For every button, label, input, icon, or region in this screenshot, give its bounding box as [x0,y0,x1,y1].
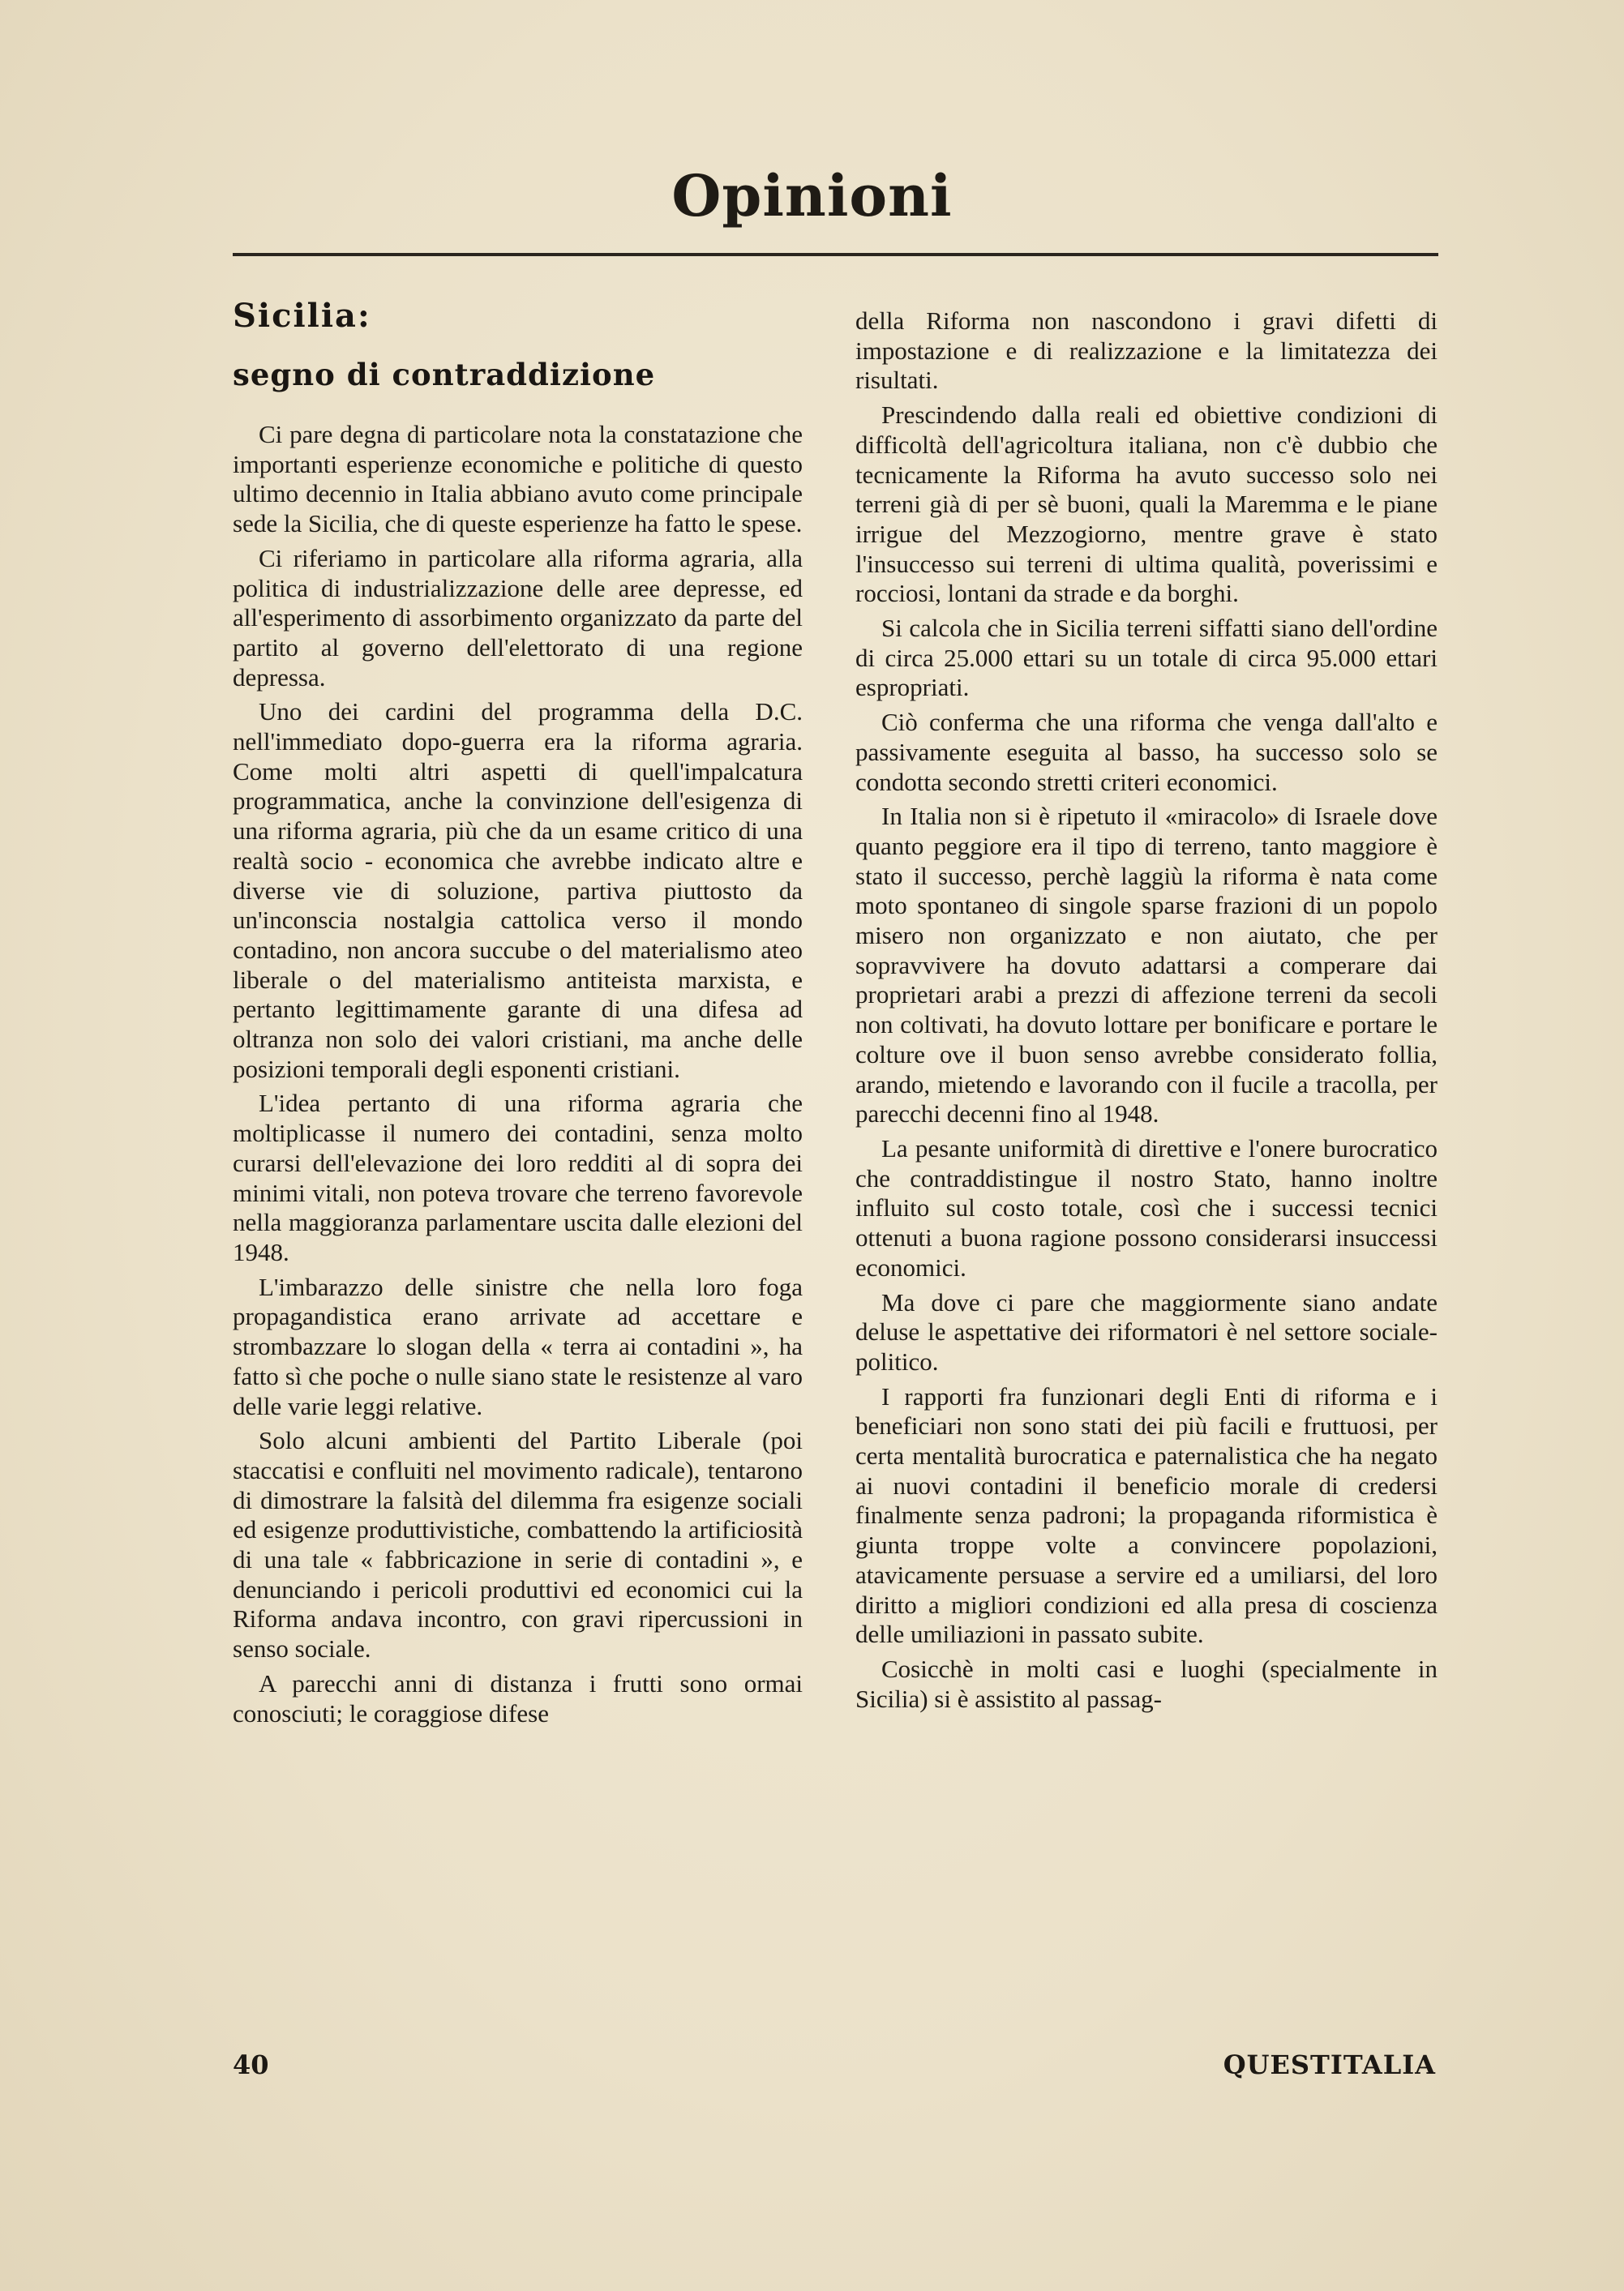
magazine-name: QUESTITALIA [1223,2049,1436,2080]
paragraph: Solo alcuni ambienti del Partito Liberale (poi staccatisi e confluiti nel movimento radicale), tentarono di dimostrare la falsità del dilemma fra esigenze sociali ed esigenze produttivistiche, combattendo la artificiosità di una tale « fabbricazione in serie di contadini », e denunciando i pericoli produttivi ed economici cui la Riforma andava incontro, con gravi ripercussioni in senso sociale. [233,1426,803,1664]
article-headline: Sicilia: [233,297,371,335]
paragraph: Ci pare degna di particolare nota la constatazione che importanti esperienze economiche e politiche di questo ultimo decennio in Italia abbiano avuto come principale sede la Sicilia, che di queste esperienze ha fatto le spese. [233,420,803,538]
paragraph: In Italia non si è ripetuto il «miracolo» di Israele dove quanto peggiore era il tipo di terreno, tanto maggiore è stato il successo, perchè laggiù la riforma è nata come moto spontaneo di singole sparse frazioni di un popolo misero non organizzato e non aiutato, che per sopravvivere ha dovuto adattarsi a comperare dai proprietari arabi a prezzi di affezione terreni da secoli non coltivati, ha dovuto lottare per bonificare e portare le colture ove il buon senso avrebbe considerato follia, arando, mietendo e lavorando con il fucile a tracolla, per parecchi decenni fino al 1948. [855,802,1438,1128]
paragraph: Cosicchè in molti casi e luoghi (specialmente in Sicilia) si è assistito al passag- [855,1654,1438,1713]
paragraph: Prescindendo dalla reali ed obiettive condizioni di difficoltà dell'agricoltura italiana, non c'è dubbio che tecnicamente la Riforma ha avuto successo solo nei terreni già di per sè buoni, quali la Maremma e le piane irrigue del Mezzogiorno, mentre grave è stato l'insuccesso sui terreni di ultima qualità, poverissimi e rocciosi, lontani da strade e da borghi. [855,400,1438,608]
paragraph: La pesante uniformità di direttive e l'onere burocratico che contraddistingue il nostro Stato, hanno inoltre influito sul costo totale, così che i successi tecnici ottenuti a buona ragione possono considerarsi insuccessi economici. [855,1133,1438,1282]
section-title: Opinioni [671,162,953,229]
paragraph: Ci riferiamo in particolare alla riforma agraria, alla politica di industrializzazione delle aree depresse, ed all'esperimento di assorbimento organizzato da parte del partito al governo dell'elettorato di una regione depressa. [233,543,803,692]
page-number: 40 [233,2049,269,2080]
paragraph: Ma dove ci pare che maggiormente siano andate deluse le aspettative dei riformatori è nel settore sociale-politico. [855,1287,1438,1376]
left-text-column [233,420,803,1733]
header-rule [233,253,1438,256]
paragraph: Uno dei cardini del programma della D.C. nell'immediato dopo-guerra era la riforma agraria. Come molti altri aspetti di quell'impalcatura programmatica, anche la convinzione dell'esigenza di una riforma agraria, più che da un esame critico di una realtà socio - economica che avrebbe indicato altre e diverse vie di soluzione, partiva piuttosto da un'inconscia nostalgia cattolica verso il mondo contadino, non ancora succube o del materialismo ateo liberale o del materialismo antiteista marxista, e pertanto legittimamente garante di una difesa ad oltranza non solo dei valori cristiani, ma anche delle posizioni temporali degli esponenti cristiani. [233,697,803,1083]
paragraph: Ciò conferma che una riforma che venga dall'alto e passivamente eseguita al basso, ha successo solo se condotta secondo stretti criteri economici. [855,708,1438,796]
paragraph: Si calcola che in Sicilia terreni siffatti siano dell'ordine di circa 25.000 ettari su un totale di circa 95.000 ettari espropriati. [855,614,1438,702]
paragraph: della Riforma non nascondono i gravi difetti di impostazione e di realizzazione e la limitatezza dei risultati. [855,306,1438,395]
article-subheadline: segno di contraddizione [233,357,656,392]
paragraph: I rapporti fra funzionari degli Enti di riforma e i beneficiari non sono stati dei più facili e fruttuosi, per certa mentalità burocratica e paternalistica che ha negato ai nuovi contadini il beneficio morale di credersi finalmente senza padroni; la propaganda riformistica è giunta troppe volte a convincere popolazioni, atavicamente persuase a servire ed a umiliarsi, del loro diritto a migliori condizioni ed alla presa di coscienza delle umiliazioni in passato subite. [855,1381,1438,1649]
paragraph: L'imbarazzo delle sinistre che nella loro foga propagandistica erano arrivate ad accettare e strombazzare lo slogan della « terra ai contadini », ha fatto sì che poche o nulle siano state le resistenze al varo delle varie leggi relative. [233,1272,803,1420]
paragraph: A parecchi anni di distanza i frutti sono ormai conosciuti; le coraggiose difese [233,1668,803,1728]
paragraph: L'idea pertanto di una riforma agraria che moltiplicasse il numero dei contadini, senza molto curarsi dell'elevazione dei loro redditi al di sopra dei minimi vitali, non poteva trovare che terreno favorevole nella maggioranza parlamentare uscita dalle elezioni del 1948. [233,1089,803,1266]
right-text-column [855,306,1438,1719]
